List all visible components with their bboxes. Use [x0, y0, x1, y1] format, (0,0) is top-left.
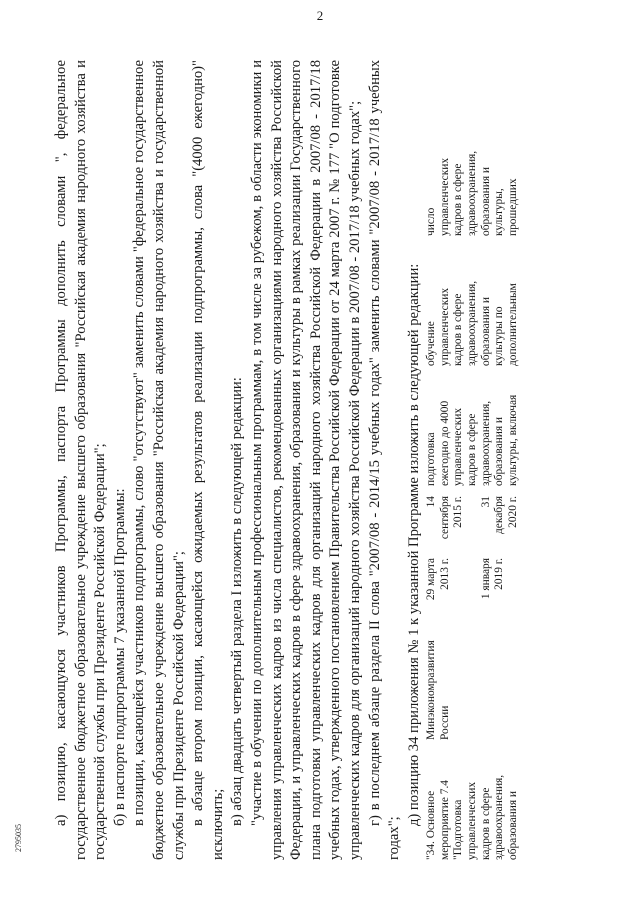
table-cell-line: "Подготовка	[452, 799, 465, 860]
paragraph: в абзаце втором позиции, касающейся ожидаемых результатов реализации подпрограммы, слова "(4000 ежегодно)" исключить;	[190, 60, 226, 860]
table-cell-line: дополнительным	[506, 283, 519, 366]
paragraph: в) абзац двадцать четвертый раздела I изложить в следующей редакции:	[229, 377, 246, 826]
table-cell-line: культуры по	[493, 306, 506, 366]
paragraph: д) позицию 34 приложения № 1 к указанной Программе изложить в следующей редакции:	[405, 263, 422, 826]
table-cell-line: обучение	[425, 321, 438, 366]
table-cell-line	[466, 558, 480, 622]
table-col-expected-result	[425, 366, 520, 486]
paragraph: в позиции, касающейся участников подпрограммы, слово "отсутствуют" заменить словами "федеральное государственное бюджетное образовательное учреждение высшего образования "Российская академия народного хозяйства и государственной службы при Президенте Российской Федерации";	[131, 60, 187, 860]
table-cell-line: образования и	[493, 416, 506, 486]
table-cell-line: культуры,	[493, 188, 506, 236]
paragraph: "участие в обучении по дополнительным профессиональным программам, в том числе за рубежом, в области экономики и управления управленческих кадров из числа специалистов, рекомендованных организациями народного хозяйства Российской Федерации, и управленческих кадров в сфере здравоохранения, образования и культуры в рамках реализации Государственного плана подготовки управленческих кадров для организаций народного хозяйства Российской Федерации в 2007/08 - 2017/18 учебных годах, утвержденного постановлением Правительства Российской Федерации от 24 марта 2007 г. № 177 "О подготовке управленческих кадров для организаций народного хозяйства Российской Федерации в 2007/08 - 2017/18 учебных годах";	[248, 60, 363, 860]
table-col-executor	[425, 622, 520, 740]
table-cell-line: 2013 г.	[438, 558, 451, 590]
program-table	[425, 60, 520, 860]
table-cell-line: мероприятие 7.4	[438, 780, 451, 860]
table-cell-line: подготовка	[425, 432, 438, 486]
table-cell-line: здравоохранения,	[493, 774, 506, 860]
rotated-page-content	[52, 60, 519, 860]
table-cell-line: России	[438, 705, 451, 740]
table-col-indicator	[425, 106, 520, 236]
table-cell-line: здравоохранения,	[466, 150, 479, 236]
table-cell-line: образования и	[479, 296, 492, 366]
table-cell-line: образования и	[479, 166, 492, 236]
table-cell-line: кадров в сфере	[479, 787, 492, 860]
table-cell-line: прошедших	[506, 178, 519, 236]
document-body	[52, 60, 424, 860]
table-cell-line: управленческих	[452, 407, 465, 486]
table-cell-line: 31	[479, 496, 492, 508]
paragraph: б) в паспорте подпрограммы 7 указанной Программы:	[111, 488, 128, 826]
table-cell-line: кадров в сфере	[466, 413, 479, 486]
table-cell-line: ежегодно до 4000	[438, 400, 451, 486]
table-cell-line: 2019 г.	[493, 558, 506, 590]
table-cell-line: сентября	[438, 496, 451, 540]
table-col-activity	[425, 740, 520, 860]
table-cell-line: "34. Основное	[425, 790, 438, 860]
table-cell-line: 29 марта	[425, 558, 438, 601]
table-cell-line: декабря	[493, 496, 506, 534]
table-cell-line: управленческих	[466, 781, 479, 860]
table-cell-line: управленческих	[438, 287, 451, 366]
table-cell-line	[466, 496, 480, 548]
table-cell-line: здравоохранения,	[479, 400, 492, 486]
table-cell-line: 1 января	[479, 558, 492, 600]
table-cell-line: 2015 г.	[452, 496, 465, 528]
table-cell-line: кадров в сфере	[452, 163, 465, 236]
paragraph: а) позицию, касающуюся участников Программы, паспорта Программы дополнить словами ", федеральное государственное бюджетное образовательное учреждение высшего образования "Российская академия народного хозяйства и государственной службы при Президенте Российской Федерации";	[53, 60, 109, 860]
page-number: 2	[316, 8, 324, 23]
table-col-end-date	[425, 486, 520, 548]
table-cell-line: 14	[425, 496, 438, 508]
table-cell-line	[452, 558, 466, 622]
table-cell-line: Минэкономразвития	[425, 640, 438, 740]
document-code: 2795035	[14, 824, 23, 852]
table-cell-line: образования и	[506, 790, 519, 860]
table-cell-line: кадров в сфере	[452, 293, 465, 366]
table-cell-line: 2020 г.	[506, 496, 519, 528]
table-cell-line: здравоохранения,	[466, 280, 479, 366]
paragraph: г) в последнем абзаце раздела II слова "2007/08 - 2014/15 учебных годах" заменить словами "2007/08 - 2017/18 учебных годах";	[366, 60, 403, 860]
table-cell-line: управленческих	[438, 157, 451, 236]
table-cell-line: культуры, включая	[506, 394, 519, 486]
table-cell-line: число	[425, 207, 438, 236]
table-col-main-directions	[425, 236, 520, 366]
table-col-start-date	[425, 548, 520, 622]
